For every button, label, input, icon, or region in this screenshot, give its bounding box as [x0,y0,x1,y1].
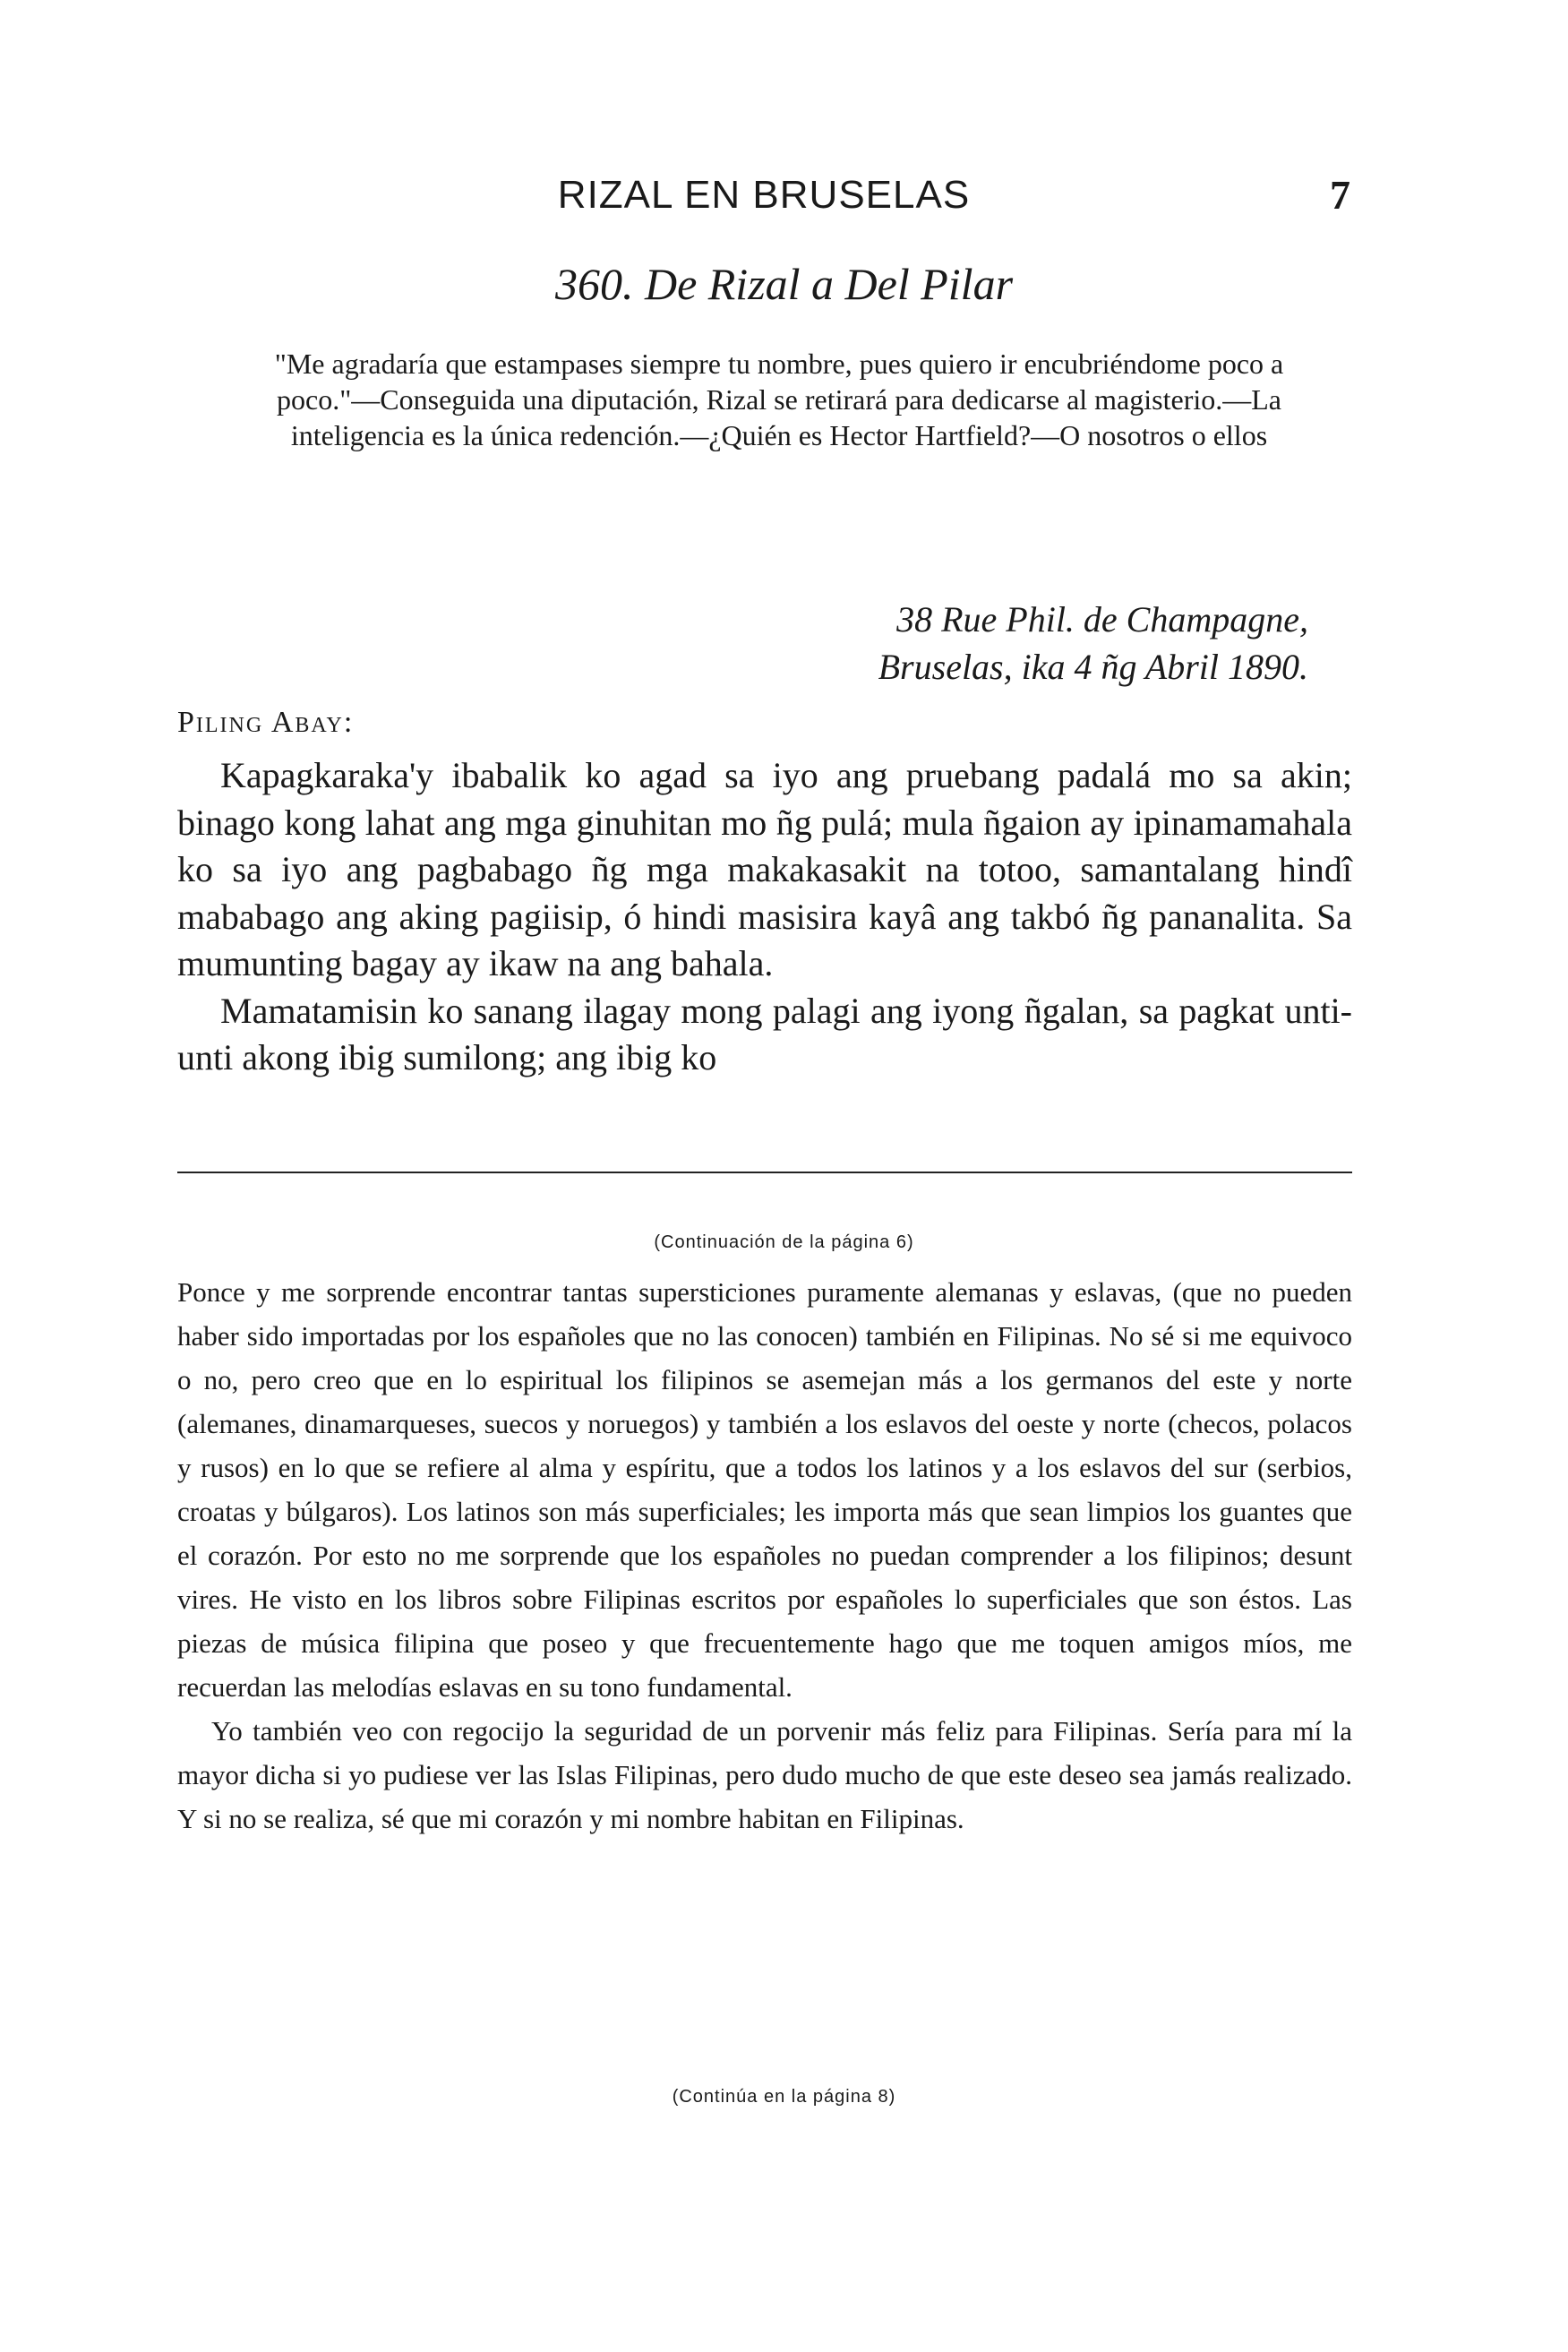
footnote-divider [177,1172,1352,1173]
footnote-continues-on: (Continúa en la página 8) [672,2087,896,2107]
dateline [878,596,1308,691]
footnote-continued-from: (Continuación de la página 6) [654,1232,914,1252]
letter-title: 360. De Rizal a Del Pilar [554,259,1014,309]
footnote-text [177,1270,1352,1841]
letter-body [177,752,1352,1082]
dateline-address: 38 Rue Phil. de Champagne, [896,599,1308,640]
running-head [177,173,1350,227]
page-number: 7 [1330,172,1350,218]
body-paragraph: Mamatamisin ko sanang ilagay mong palagi ang iyong ñgalan, sa pagkat unti-unti akong ibig sumilong; ang ibig ko [177,990,1352,1077]
body-paragraph: Kapagkaraka'y ibabalik ko agad sa iyo ang pruebang padalá mo sa akin; binago kong lahat ang mga ginuhitan mo ñg pulá; mula ñgaion ay ipinamamahala ko sa iyo ang pagbabago ñg mga makakasakit na totoo, samantalang hindî mababago ang aking pagiisip, ó hindi masisira kayâ ang takbó ñg pananalita. Sa mumunting bagay ay ikaw na ang bahala. [177,755,1352,983]
running-title: RIZAL EN BRUSELAS [557,173,971,217]
dateline-date: Bruselas, ika 4 ñg Abril 1890. [878,647,1308,687]
salutation: Piling Abay: [177,706,355,739]
letter-summary: "Me agradaría que estampases siempre tu nombre, pues quiero ir encubriéndome poco a poco."—Conseguida una diputación, Rizal se retirará para dedicarse al magisterio.—La inteligencia es la única redención.—¿Quién es Hector Hartfield?—O nosotros o ellos [274,348,1284,451]
footnote-paragraph: Yo también veo con regocijo la seguridad de un porvenir más feliz para Filipinas. Sería para mí la mayor dicha si yo pudiese ver las Islas Filipinas, pero dudo mucho de que este deseo sea jamás realizado. Y si no se realiza, sé que mi corazón y mi nombre habitan en Filipinas. [177,1715,1352,1834]
footnote-paragraph: Ponce y me sorprende encontrar tantas supersticiones puramente alemanas y eslavas, (que no pueden haber sido importadas por los españoles que no las conocen) también en Filipinas. No sé si me equivoco o no, pero creo que en lo espiritual los filipinos se asemejan más a los germanos del este y norte (alemanes, dinamarqueses, suecos y noruegos) y también a los eslavos del oeste y norte (checos, polacos y rusos) en lo que se refiere al alma y espíritu, que a todos los latinos y a los eslavos del sur (serbios, croatas y búlgaros). Los latinos son más superficiales; les importa más que sean limpios los guantes que el corazón. Por esto no me sorprende que los españoles no puedan comprender a los filipinos; desunt vires. He visto en los libros sobre Filipinas escritos por españoles lo superficiales que son éstos. Las piezas de música filipina que poseo y que frecuentemente hago que me toquen amigos míos, me recuerdan las melodías eslavas en su tono fundamental. [177,1276,1352,1703]
